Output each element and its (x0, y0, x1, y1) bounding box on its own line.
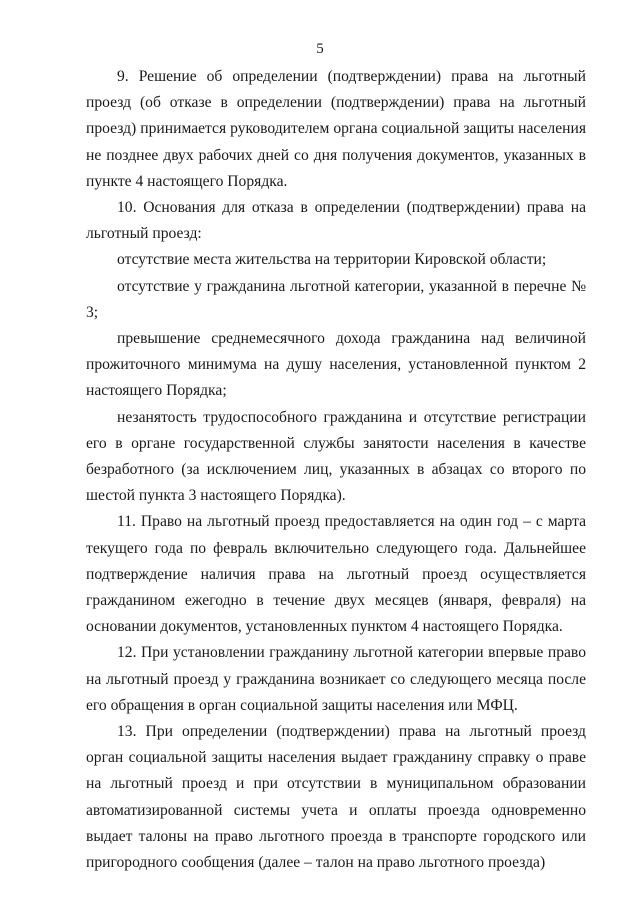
page-number: 5 (316, 41, 324, 57)
paragraph-12: 12. При установлении гражданину льготной категории впервые право на льготный проезд у гражданина возникает со следующего месяца после его обращения в орган социальной защиты населения или МФЦ. (86, 644, 586, 714)
refusal-ground-income: превышение среднемесячного дохода гражданина над величиной прожиточного минимума на душу населения, установленной пунктом 2 настоящего Порядка; (86, 330, 586, 400)
paragraph-13: 13. При определении (подтверждении) права на льготный проезд орган социальной защиты населения выдает гражданину справку о праве на льготный проезд и при отсутствии в муниципальном образовании автоматизированной системы учета и оплаты проезда одновременно выдает талоны на право льготного проезда в транспорте городского или пригородного сообщения (далее – талон на право льготного проезда) (86, 723, 586, 872)
paragraph-11: 11. Право на льготный проезд предоставляется на один год – с марта текущего года по февраль включительно следующего года. Дальнейшее подтверждение наличия права на льготный проезд осуществляется гражданином ежегодно в течение двух месяцев (января, февраля) на основании документов, установленных пунктом 4 настоящего Порядка. (86, 513, 586, 636)
paragraph-9: 9. Решение об определении (подтверждении) права на льготный проезд (об отказе в определении (подтверждении) права на льготный проезд) принимается руководителем органа социальной защиты населения не позднее двух рабочих дней со дня получения документов, указанных в пункте 4 настоящего Порядка. (86, 68, 586, 190)
document-body (86, 64, 586, 876)
refusal-ground-residence: отсутствие места жительства на территории Кировской области; (117, 251, 547, 269)
refusal-ground-unemployment: незанятость трудоспособного гражданина и отсутствие регистрации его в органе государственной службы занятости населения в качестве безработного (за исключением лиц, указанных в абзацах со второго по шестой пункта 3 настоящего Порядка). (86, 408, 586, 505)
paragraph-10: 10. Основания для отказа в определении (подтверждении) права на льготный проезд: (86, 199, 586, 243)
refusal-ground-category: отсутствие у гражданина льготной категории, указанной в перечне № 3; (86, 277, 586, 321)
